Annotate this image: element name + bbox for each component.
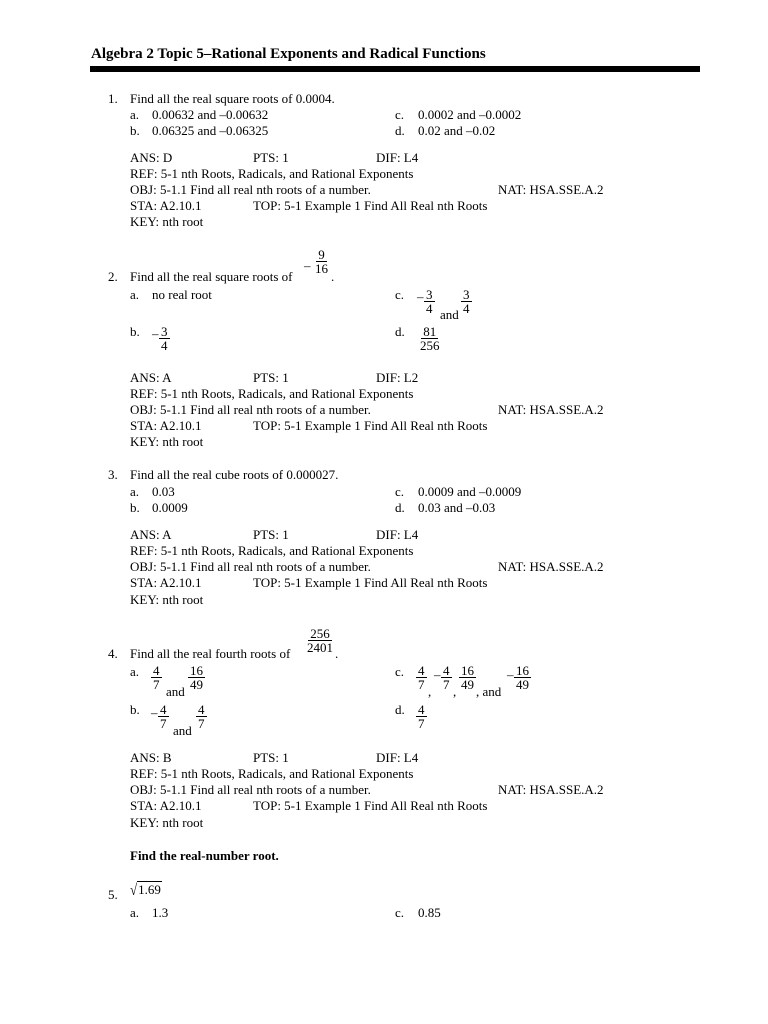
fraction-denominator: 4 bbox=[463, 301, 470, 316]
question-number: 3. bbox=[108, 467, 118, 482]
fraction-denominator: 49 bbox=[461, 677, 474, 692]
keyword: KEY: nth root bbox=[130, 434, 204, 449]
topic: TOP: 5-1 Example 1 Find All Real nth Roots bbox=[253, 198, 488, 213]
answer: ANS: B bbox=[130, 750, 172, 765]
choice-c-label: c. bbox=[395, 484, 405, 499]
objective: OBJ: 5-1.1 Find all real nth roots of a number. bbox=[130, 402, 371, 417]
choice-c-label: c. bbox=[395, 107, 405, 122]
question-stem: Find all the real square roots of bbox=[130, 269, 293, 284]
fraction-denominator: 7 bbox=[443, 677, 450, 692]
keyword: KEY: nth root bbox=[130, 592, 204, 607]
question-number: 1. bbox=[108, 91, 118, 106]
fraction-denominator: 2401 bbox=[307, 640, 333, 655]
fraction-denominator: 4 bbox=[161, 338, 168, 353]
choice-d-fraction bbox=[416, 703, 427, 730]
answer: ANS: A bbox=[130, 370, 172, 385]
topic: TOP: 5-1 Example 1 Find All Real nth Roots bbox=[253, 798, 488, 813]
topic: TOP: 5-1 Example 1 Find All Real nth Roots bbox=[253, 418, 488, 433]
reference: REF: 5-1 nth Roots, Radicals, and Rational Exponents bbox=[130, 543, 414, 558]
choice-c-text: 0.0002 and –0.0002 bbox=[418, 107, 522, 122]
choice-b-fraction bbox=[159, 325, 170, 352]
objective: OBJ: 5-1.1 Find all real nth roots of a number. bbox=[130, 782, 371, 797]
choice-c-fraction-2 bbox=[461, 288, 472, 315]
comma: , bbox=[453, 684, 457, 699]
fraction-numerator: 16 bbox=[516, 663, 529, 678]
neg-sign: – bbox=[151, 705, 158, 720]
choice-c-label: c. bbox=[395, 287, 405, 302]
fraction-denominator: 7 bbox=[153, 677, 160, 692]
choice-c-fraction-1 bbox=[416, 664, 427, 691]
state-standard: STA: A2.10.1 bbox=[130, 575, 202, 590]
choice-d-text: 0.02 and –0.02 bbox=[418, 123, 496, 138]
choice-a-label: a. bbox=[130, 287, 140, 302]
choice-d-label: d. bbox=[395, 324, 405, 339]
and-text: and bbox=[440, 307, 459, 322]
choice-c-fraction-2 bbox=[441, 664, 452, 691]
choice-c-label: c. bbox=[395, 905, 405, 920]
choice-b-label: b. bbox=[130, 500, 140, 515]
fraction-denominator: 49 bbox=[190, 677, 203, 692]
choice-c-text: 0.0009 and –0.0009 bbox=[418, 484, 522, 499]
choice-d-label: d. bbox=[395, 500, 405, 515]
points: PTS: 1 bbox=[253, 750, 289, 765]
choice-b-fraction-2 bbox=[196, 703, 207, 730]
fraction-numerator: 3 bbox=[463, 287, 470, 302]
choice-d-label: d. bbox=[395, 123, 405, 138]
reference: REF: 5-1 nth Roots, Radicals, and Rational Exponents bbox=[130, 166, 414, 181]
comma: , bbox=[428, 684, 432, 699]
choice-c-text: 0.85 bbox=[418, 905, 441, 920]
choice-a-label: a. bbox=[130, 905, 140, 920]
fraction-numerator: 3 bbox=[161, 324, 168, 339]
choice-a-label: a. bbox=[130, 484, 140, 499]
difficulty: DIF: L4 bbox=[376, 750, 419, 765]
reference: REF: 5-1 nth Roots, Radicals, and Rational Exponents bbox=[130, 386, 414, 401]
question-number: 4. bbox=[108, 646, 118, 661]
objective: OBJ: 5-1.1 Find all real nth roots of a number. bbox=[130, 182, 371, 197]
fraction-denominator: 49 bbox=[516, 677, 529, 692]
fraction-numerator: 4 bbox=[418, 663, 425, 678]
choice-b-label: b. bbox=[130, 123, 140, 138]
title-rule bbox=[90, 66, 700, 72]
choice-b-fraction-1 bbox=[158, 703, 169, 730]
choice-a-fraction-2 bbox=[188, 664, 205, 691]
fraction-denominator: 16 bbox=[315, 261, 328, 276]
fraction-numerator: 4 bbox=[153, 663, 160, 678]
choice-c-fraction-4 bbox=[514, 664, 531, 691]
stem-fraction bbox=[305, 627, 335, 654]
national-standard: NAT: HSA.SSE.A.2 bbox=[498, 182, 604, 197]
choice-a-label: a. bbox=[130, 107, 140, 122]
topic: TOP: 5-1 Example 1 Find All Real nth Roots bbox=[253, 575, 488, 590]
choice-d-text: 0.03 and –0.03 bbox=[418, 500, 496, 515]
choice-b-label: b. bbox=[130, 324, 140, 339]
choice-a-text: 0.00632 and –0.00632 bbox=[152, 107, 269, 122]
fraction-denominator: 7 bbox=[418, 716, 425, 731]
question-stem: Find all the real cube roots of 0.000027. bbox=[130, 467, 339, 482]
question-number: 2. bbox=[108, 269, 118, 284]
page-title: Algebra 2 Topic 5–Rational Exponents and Radical Functions bbox=[91, 46, 486, 62]
choice-c-label: c. bbox=[395, 664, 405, 679]
and-text: and bbox=[173, 723, 192, 738]
fraction-numerator: 16 bbox=[190, 663, 203, 678]
difficulty: DIF: L4 bbox=[376, 150, 419, 165]
choice-a-fraction-1 bbox=[151, 664, 162, 691]
fraction-denominator: 256 bbox=[420, 338, 440, 353]
difficulty: DIF: L2 bbox=[376, 370, 419, 385]
national-standard: NAT: HSA.SSE.A.2 bbox=[498, 782, 604, 797]
difficulty: DIF: L4 bbox=[376, 527, 419, 542]
radicand: 1.69 bbox=[138, 882, 161, 897]
fraction-numerator: 3 bbox=[426, 287, 433, 302]
fraction-numerator: 81 bbox=[423, 324, 437, 339]
choice-c-fraction-1 bbox=[424, 288, 435, 315]
choice-a-text: 0.03 bbox=[152, 484, 175, 499]
fraction-denominator: 7 bbox=[160, 716, 167, 731]
and-text: , and bbox=[476, 684, 502, 699]
fraction-numerator: 4 bbox=[443, 663, 450, 678]
choice-a-text: 1.3 bbox=[152, 905, 169, 920]
fraction-denominator: 7 bbox=[198, 716, 205, 731]
fraction-numerator: 16 bbox=[461, 663, 474, 678]
fraction-denominator: 7 bbox=[418, 677, 425, 692]
neg-sign: – bbox=[434, 667, 441, 682]
radical-expression bbox=[130, 882, 162, 898]
stem-fraction bbox=[313, 248, 330, 275]
question-number: 5. bbox=[108, 887, 118, 902]
choice-d-fraction bbox=[418, 325, 442, 352]
choice-d-label: d. bbox=[395, 702, 405, 717]
and-text: and bbox=[166, 684, 185, 699]
neg-sign: – bbox=[417, 289, 424, 304]
reference: REF: 5-1 nth Roots, Radicals, and Rational Exponents bbox=[130, 766, 414, 781]
fraction-denominator: 4 bbox=[426, 301, 433, 316]
keyword: KEY: nth root bbox=[130, 815, 204, 830]
neg-sign: – bbox=[152, 326, 159, 341]
neg-sign: – bbox=[304, 258, 311, 273]
national-standard: NAT: HSA.SSE.A.2 bbox=[498, 559, 604, 574]
choice-a-text: no real root bbox=[152, 287, 212, 302]
section-heading: Find the real-number root. bbox=[130, 848, 279, 863]
fraction-numerator: 9 bbox=[318, 247, 325, 262]
radical-sign: √ bbox=[130, 880, 138, 899]
stem-period: . bbox=[331, 269, 335, 284]
fraction-numerator: 256 bbox=[310, 626, 330, 641]
choice-b-label: b. bbox=[130, 702, 140, 717]
fraction-numerator: 4 bbox=[198, 702, 205, 717]
state-standard: STA: A2.10.1 bbox=[130, 198, 202, 213]
fraction-numerator: 4 bbox=[418, 702, 425, 717]
question-stem: Find all the real square roots of 0.0004. bbox=[130, 91, 335, 106]
choice-a-label: a. bbox=[130, 664, 140, 679]
choice-b-text: 0.06325 and –0.06325 bbox=[152, 123, 269, 138]
choice-c-fraction-3 bbox=[459, 664, 476, 691]
points: PTS: 1 bbox=[253, 370, 289, 385]
stem-period: . bbox=[335, 646, 339, 661]
points: PTS: 1 bbox=[253, 527, 289, 542]
fraction-numerator: 4 bbox=[160, 702, 167, 717]
answer: ANS: A bbox=[130, 527, 172, 542]
answer: ANS: D bbox=[130, 150, 173, 165]
points: PTS: 1 bbox=[253, 150, 289, 165]
neg-sign: – bbox=[507, 667, 514, 682]
keyword: KEY: nth root bbox=[130, 214, 204, 229]
choice-b-text: 0.0009 bbox=[152, 500, 188, 515]
question-stem: Find all the real fourth roots of bbox=[130, 646, 291, 661]
state-standard: STA: A2.10.1 bbox=[130, 798, 202, 813]
national-standard: NAT: HSA.SSE.A.2 bbox=[498, 402, 604, 417]
state-standard: STA: A2.10.1 bbox=[130, 418, 202, 433]
objective: OBJ: 5-1.1 Find all real nth roots of a number. bbox=[130, 559, 371, 574]
